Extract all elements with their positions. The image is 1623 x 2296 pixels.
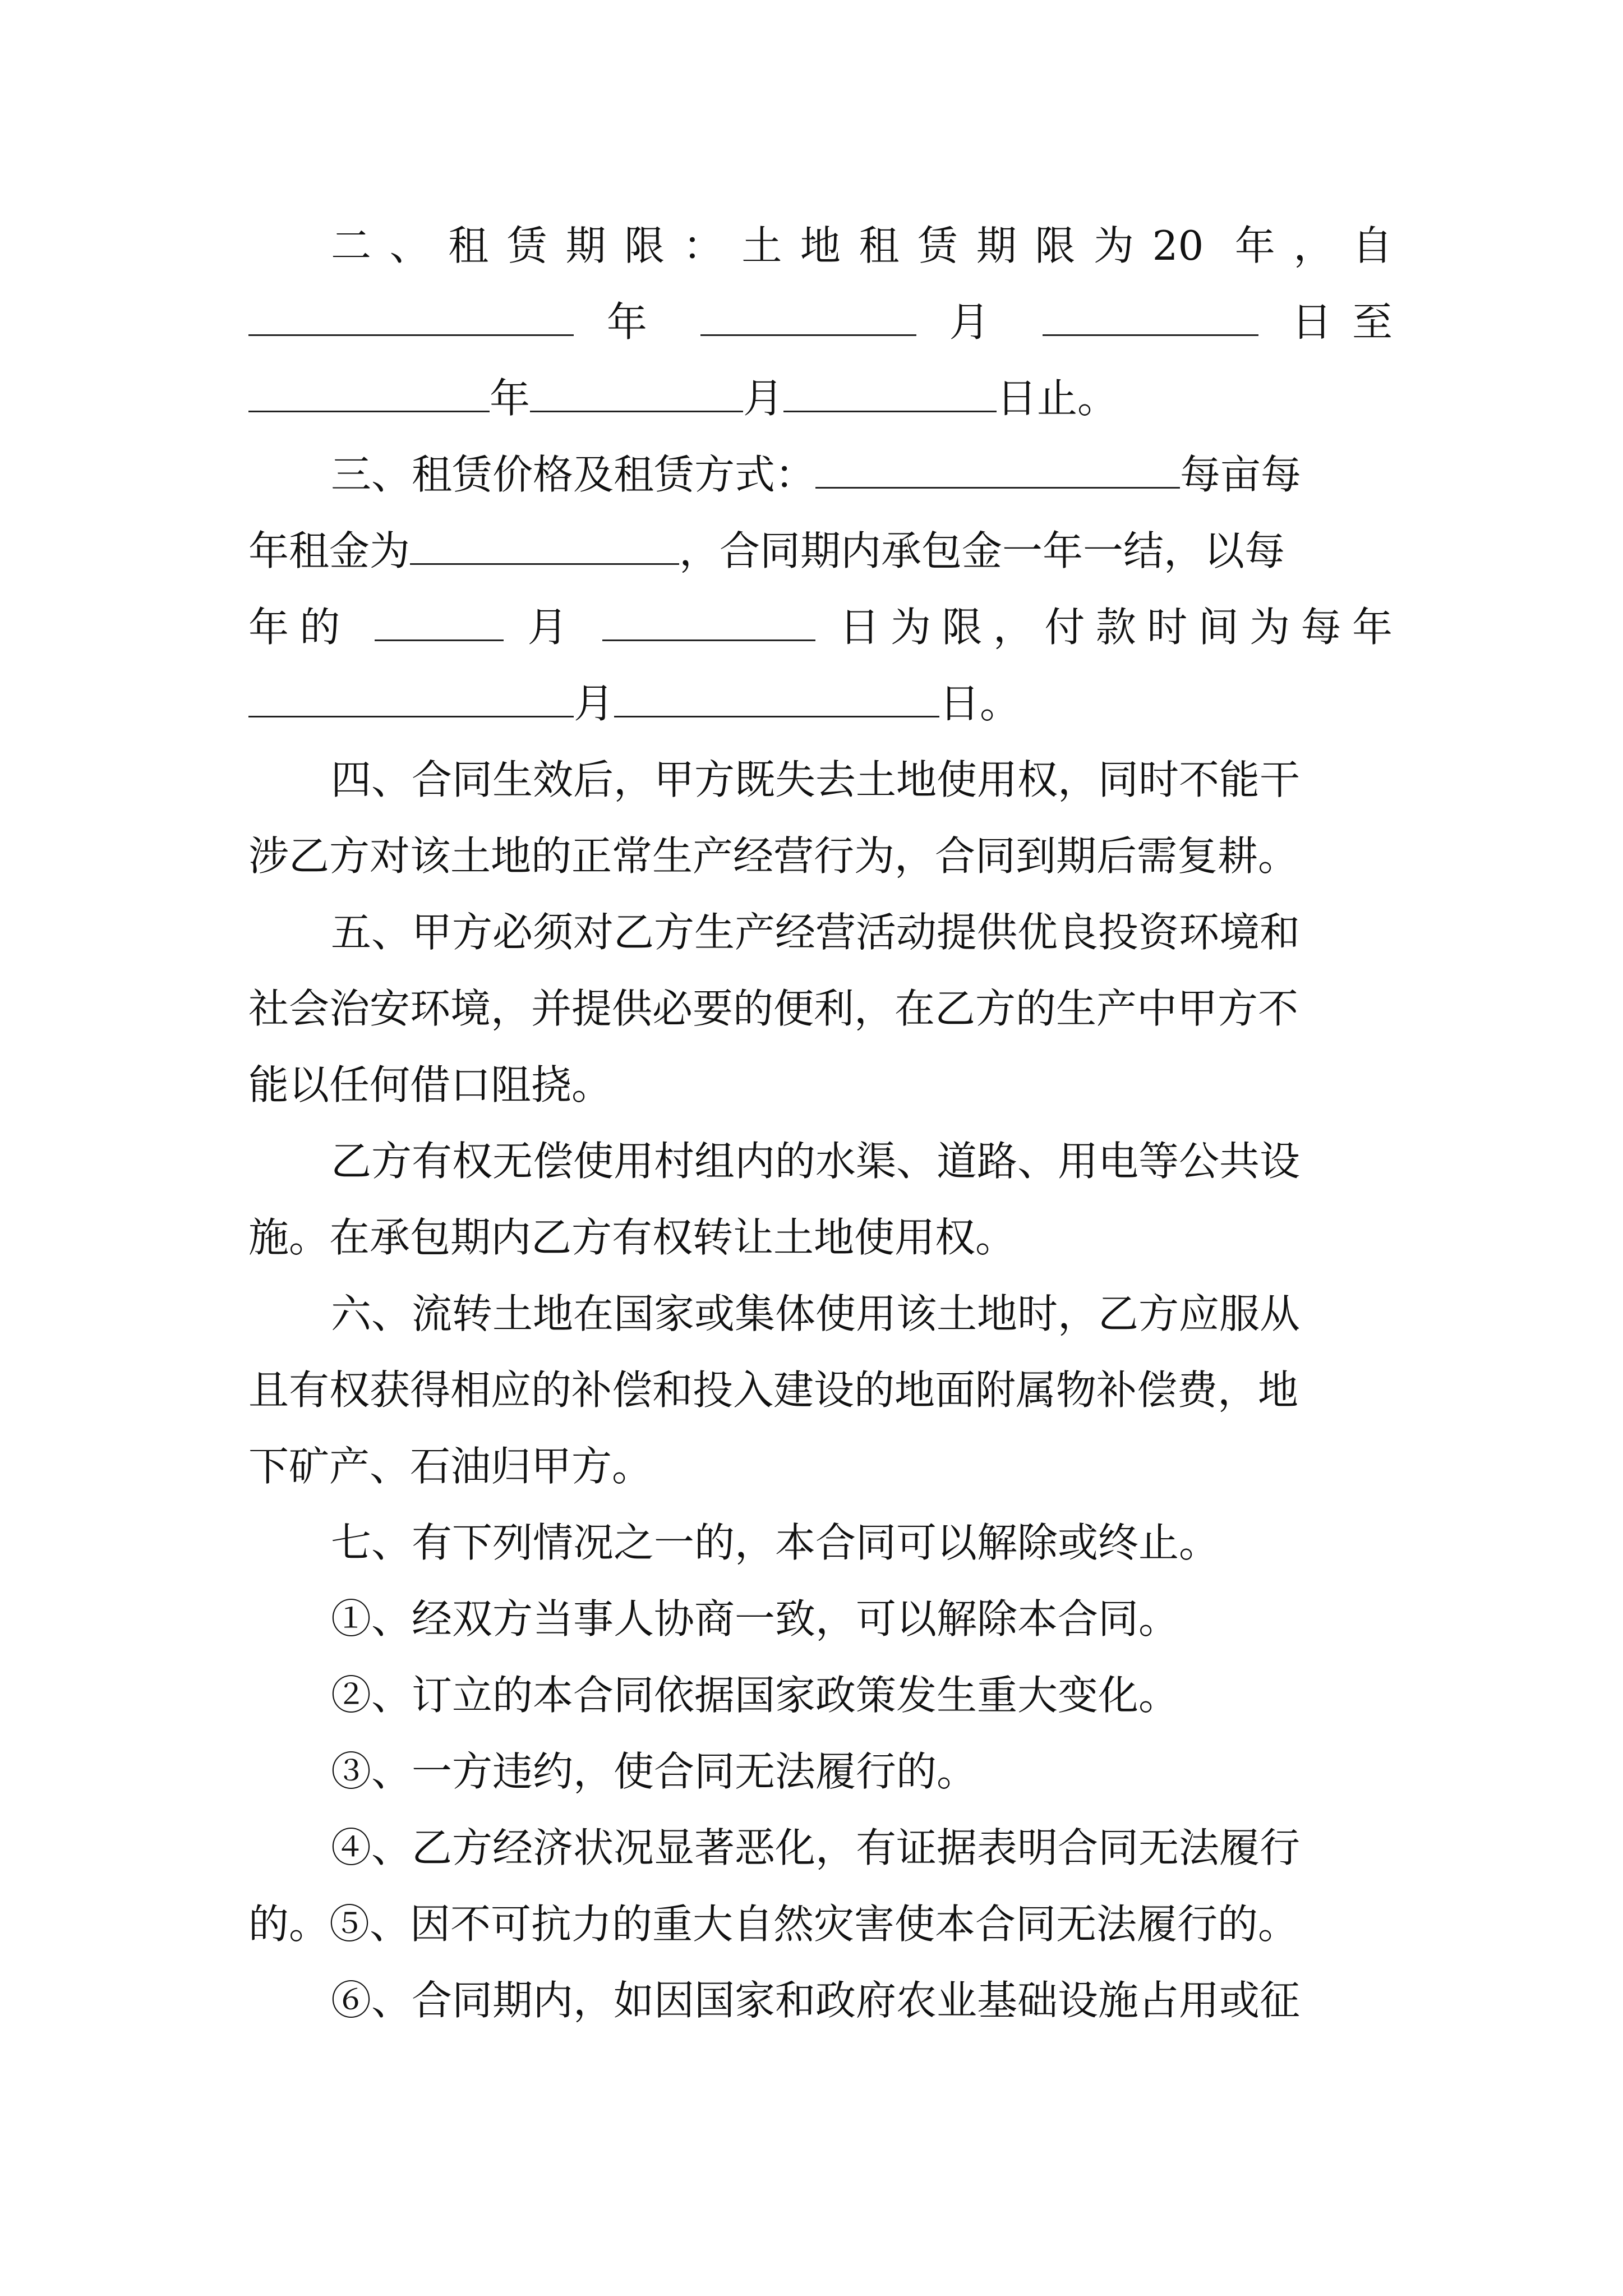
section6-line2: 且有权获得相应的补偿和投入建设的地面附属物补偿费，地 <box>248 1366 1299 1414</box>
year2-label: 年 <box>490 375 531 422</box>
section7-title: 七、有下列情况之一的，本合同可以解除或终止。 <box>331 1519 1220 1566</box>
section4-line2: 涉乙方对该土地的正常生产经营行为，合同到期后需复耕。 <box>248 832 1299 880</box>
section2-line3 <box>248 360 1393 436</box>
blank-start-day[interactable] <box>1043 298 1258 336</box>
pay-month-label: 月 <box>574 680 615 727</box>
section3-line4 <box>248 665 1393 742</box>
section4-line1: 四、合同生效后，甲方既失去土地使用权，同时不能干 <box>331 756 1301 803</box>
rent-label: 年租金为 <box>248 527 411 574</box>
year-of-label: 年的 <box>248 604 351 651</box>
blank-deadline-month[interactable] <box>375 604 504 641</box>
rent-tail: ，合同期内承包金一年一结，以每 <box>679 527 1285 574</box>
blank-deadline-day[interactable] <box>602 604 815 641</box>
blank-end-day[interactable] <box>783 375 997 412</box>
section5b-line2: 施。在承包期内乙方有权转让土地使用权。 <box>248 1214 1016 1261</box>
blank-end-month[interactable] <box>530 375 743 412</box>
section7-item4-line1: ④、乙方经济状况显著恶化，有证据表明合同无法履行 <box>331 1824 1301 1871</box>
section7-item2: ②、订立的本合同依据国家政策发生重大变化。 <box>331 1672 1179 1719</box>
section2-line1: 二、租赁期限：土地租赁期限为20 年，自 <box>331 222 1393 269</box>
section3-heading: 三、租赁价格及租赁方式： <box>331 451 816 498</box>
pay-day-label: 日。 <box>939 680 1021 727</box>
blank-end-year[interactable] <box>248 375 490 412</box>
blank-lease-method[interactable] <box>815 451 1180 489</box>
month2-label: 月 <box>743 375 784 422</box>
section6-line3: 下矿产、石油归甲方。 <box>248 1443 653 1490</box>
deadline-tail: 日为限，付款时间为每年 <box>839 604 1393 651</box>
month-label: 月 <box>949 298 1010 346</box>
section3-line3 <box>248 589 1393 665</box>
section7-item3: ③、一方违约，使合同无法履行的。 <box>331 1748 978 1795</box>
section2-line2 <box>248 284 1393 360</box>
blank-rent-amount[interactable] <box>410 527 679 565</box>
section7-item1: ①、经双方当事人协商一致，可以解除本合同。 <box>331 1595 1179 1642</box>
day-to-label: 日至 <box>1292 298 1393 346</box>
section5-line1: 五、甲方必须对乙方生产经营活动提供优良投资环境和 <box>331 909 1301 956</box>
section5-line3: 能以任何借口阻挠。 <box>248 1061 612 1108</box>
section5-line2: 社会治安环境，并提供必要的便利，在乙方的生产中甲方不 <box>248 985 1299 1032</box>
section6-line1: 六、流转土地在国家或集体使用该土地时，乙方应服从 <box>331 1290 1301 1337</box>
blank-start-month[interactable] <box>700 298 916 336</box>
blank-start-year[interactable] <box>248 298 574 336</box>
blank-pay-day[interactable] <box>614 680 939 717</box>
deadline-month-label: 月 <box>527 604 579 651</box>
section3-line2 <box>248 513 1393 589</box>
blank-pay-month[interactable] <box>248 680 574 717</box>
section7-item4-line2: 的。⑤、因不可抗力的重大自然灾害使本合同无法履行的。 <box>248 1901 1299 1948</box>
per-mu-label: 每亩每 <box>1180 451 1302 498</box>
section3-line1 <box>331 436 1393 513</box>
section7-item6-line1: ⑥、合同期内，如因国家和政府农业基础设施占用或征 <box>331 1977 1301 2024</box>
year-label: 年 <box>606 298 667 346</box>
section5b-line1: 乙方有权无偿使用村组内的水渠、道路、用电等公共设 <box>331 1138 1301 1185</box>
day-end-label: 日止。 <box>997 375 1118 422</box>
